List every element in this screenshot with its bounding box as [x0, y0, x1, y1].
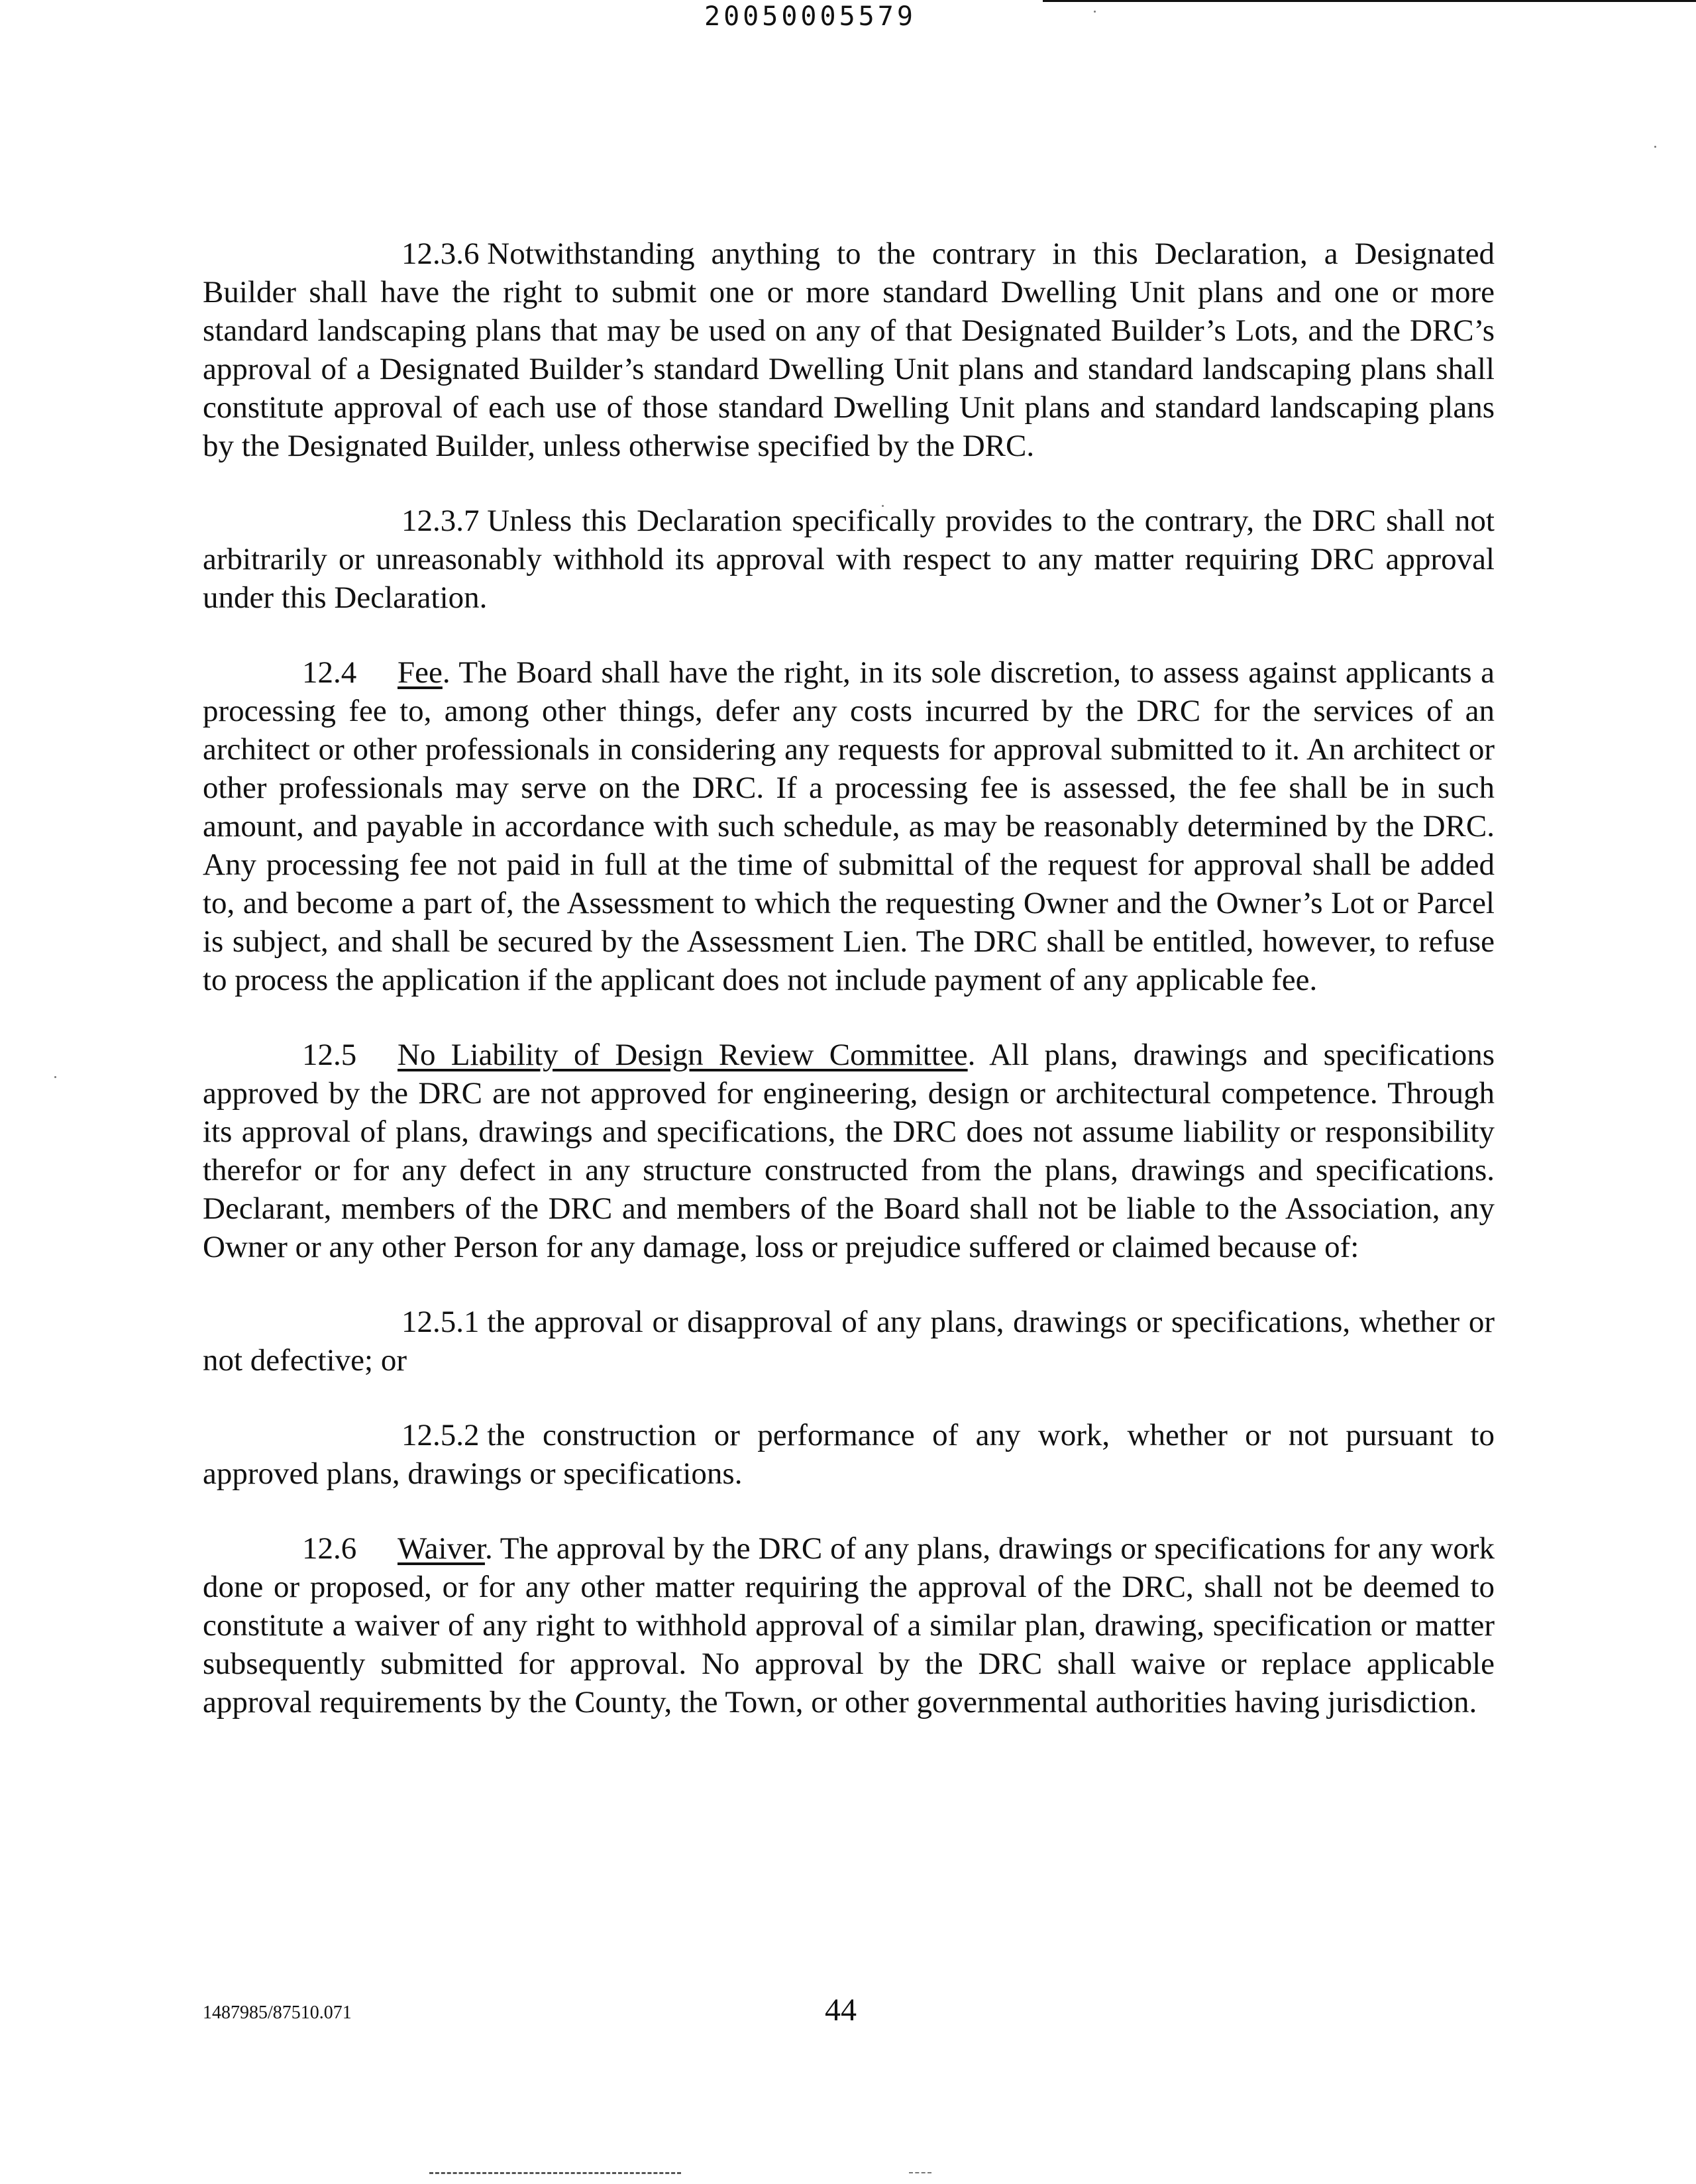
section-number: 12.5: [302, 1038, 357, 1072]
section-12-4: [203, 653, 1495, 999]
paragraph-text: the construction or performance of any work, whether or not pursuant to approved plans, drawings or specifications.: [203, 1418, 1495, 1491]
paragraph-12-3-6: [203, 235, 1495, 465]
section-12-6: [203, 1529, 1495, 1721]
top-rule-line: [1043, 0, 1696, 2]
section-number: 12.4: [302, 655, 357, 690]
scan-speck: [54, 1076, 56, 1078]
paragraph-12-5-2: [203, 1416, 1495, 1493]
paragraph-number: 12.3.6: [401, 237, 480, 271]
document-number: 20050005579: [704, 1, 916, 32]
section-heading: No Liability of Design Review Committee: [398, 1038, 968, 1072]
paragraph-text: Unless this Declaration specifically provides to the contrary, the DRC shall not arbitrarily or unreasonably withhold its approval with respect to any matter requiring DRC approval under this Declaration.: [203, 504, 1495, 615]
section-text: . The Board shall have the right, in its sole discretion, to assess against applicants a processing fee to, among other things, defer any costs incurred by the DRC for the services of an architect or other professionals in considering any requests for approval submitted to it. An architect or other professionals may serve on the DRC. If a processing fee is assessed, the fee shall be in such amount, and payable in accordance with such schedule, as may be reasonably determined by the DRC. Any processing fee not paid in full at the time of submittal of the request for approval shall be added to, and become a part of, the Assessment to which the requesting Owner and the Owner’s Lot or Parcel is subject, and shall be secured by the Assessment Lien. The DRC shall be entitled, however, to refuse to process the application if the applicant does not include payment of any applicable fee.: [203, 655, 1495, 997]
paragraph-12-3-7: [203, 502, 1495, 617]
section-text: . The approval by the DRC of any plans, drawings or specifications for any work done or proposed, or for any other matter requiring the approval of the DRC, shall not be deemed to constitute a waiver of any right to withhold approval of a similar plan, drawing, specification or matter subsequently submitted for approval. No approval by the DRC shall waive or replace applicable approval requirements by the County, the Town, or other governmental authorities having jurisdiction.: [203, 1531, 1495, 1720]
paragraph-text: the approval or disapproval of any plans, drawings or specifications, whether or not defective; or: [203, 1305, 1495, 1378]
section-text: . All plans, drawings and specifications approved by the DRC are not approved for engineering, design or architectural competence. Through its approval of plans, drawings and specifications, the DRC does not assume liability or responsibility therefor or for any defect in any structure constructed from the plans, drawings and specifications. Declarant, members of the DRC and members of the Board shall not be liable to the Association, any Owner or any other Person for any damage, loss or prejudice suffered or claimed because of:: [203, 1038, 1495, 1264]
scan-speck: [1654, 146, 1656, 148]
paragraph-number: 12.5.2: [401, 1418, 480, 1452]
footer-document-code: 1487985/87510.071: [203, 2002, 352, 2023]
scan-speck: [1094, 11, 1096, 13]
section-12-5: [203, 1036, 1495, 1266]
section-heading: Fee: [398, 655, 443, 690]
section-number: 12.6: [302, 1531, 357, 1566]
scan-artifact-line: [429, 2172, 681, 2174]
document-body: [203, 235, 1495, 1721]
paragraph-text: Notwithstanding anything to the contrary in this Declaration, a Designated Builder shall have the right to submit one or more standard Dwelling Unit plans and one or more standard landscaping plans that may be used on any of that Designated Builder’s Lots, and the DRC’s approval of a Designated Builder’s standard Dwelling Unit plans and standard landscaping plans shall constitute approval of each use of those standard Dwelling Unit plans and standard landscaping plans by the Designated Builder, unless otherwise specified by the DRC.: [203, 237, 1495, 463]
paragraph-number: 12.3.7: [401, 504, 480, 538]
paragraph-12-5-1: [203, 1303, 1495, 1380]
section-heading: Waiver: [398, 1531, 485, 1566]
paragraph-number: 12.5.1: [401, 1305, 480, 1339]
page-number: 44: [825, 1993, 857, 2028]
scan-artifact-line: [909, 2172, 931, 2173]
